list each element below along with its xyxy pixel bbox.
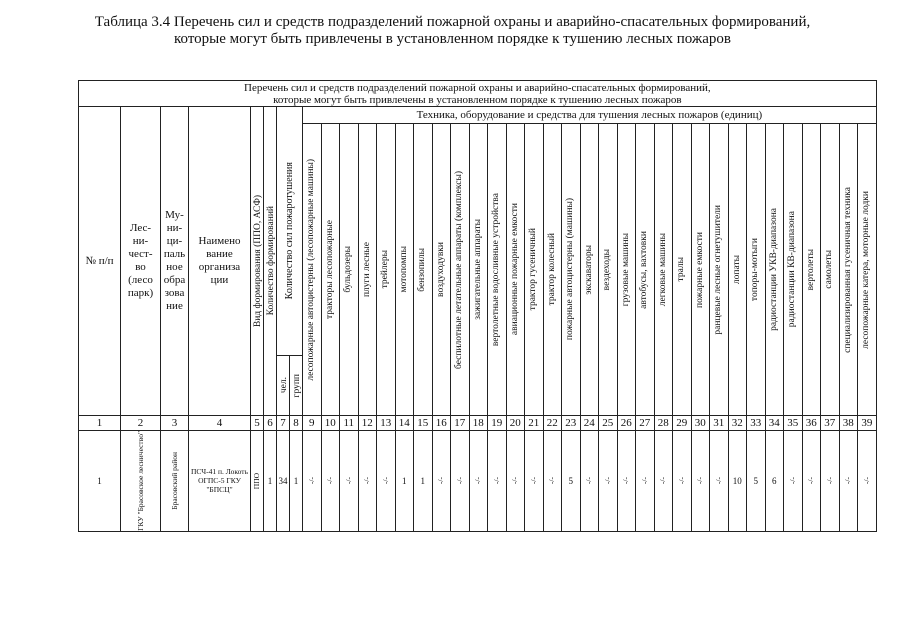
column-number: 8 xyxy=(290,416,303,431)
cell-equipment-22-value: -/- xyxy=(547,477,557,485)
header-equipment-32 xyxy=(728,124,747,416)
cell-equipment-33 xyxy=(747,431,766,532)
cell-municipal-value: Брасовский район xyxy=(169,452,179,510)
cell-equipment-18 xyxy=(469,431,488,532)
cell-equipment-34-value: 6 xyxy=(772,475,777,486)
header-equipment-33 xyxy=(747,124,766,416)
cell-equipment-32 xyxy=(728,431,747,532)
header-equipment-18 xyxy=(469,124,488,416)
table-title-line-2: которые могут быть привлечены в установленном порядке к тушению лесных пожаров xyxy=(273,93,682,106)
column-number: 22 xyxy=(543,416,562,431)
cell-np-value: 1 xyxy=(97,475,102,486)
cell-equipment-26-value: -/- xyxy=(621,477,631,485)
column-number: 1 xyxy=(79,416,121,431)
column-number: 35 xyxy=(784,416,803,431)
cell-equipment-14-value: 1 xyxy=(402,475,407,486)
header-equipment-36 xyxy=(802,124,821,416)
header-equipment-20 xyxy=(506,124,525,416)
cell-equipment-31-value: -/- xyxy=(713,477,723,485)
cell-equipment-12-value: -/- xyxy=(362,477,372,485)
header-equipment-text: вездеходы xyxy=(602,248,613,291)
cell-equipment-12 xyxy=(358,431,377,532)
header-org xyxy=(189,107,251,416)
cell-equipment-36 xyxy=(802,431,821,532)
cell-equipment-31 xyxy=(710,431,729,532)
cell-equipment-37-value: -/- xyxy=(824,477,834,485)
column-number: 16 xyxy=(432,416,451,431)
header-equipment-23 xyxy=(562,124,581,416)
cell-count-value: 1 xyxy=(267,475,273,486)
header-equipment-22 xyxy=(543,124,562,416)
cell-equipment-24 xyxy=(580,431,599,532)
header-equipment-24 xyxy=(580,124,599,416)
cell-equipment-29 xyxy=(673,431,692,532)
column-number: 9 xyxy=(303,416,322,431)
header-equipment-25 xyxy=(599,124,618,416)
cell-equipment-22 xyxy=(543,431,562,532)
cell-equipment-32-value: 10 xyxy=(732,475,742,486)
cell-equipment-16 xyxy=(432,431,451,532)
header-equipment-text: топоры-мотыги xyxy=(750,237,761,302)
column-number: 14 xyxy=(395,416,414,431)
header-equipment-35 xyxy=(784,124,803,416)
header-people-text: чел. xyxy=(279,377,289,394)
header-forestry xyxy=(121,107,161,416)
column-number: 17 xyxy=(451,416,470,431)
cell-equipment-20-value: -/- xyxy=(510,477,520,485)
column-number: 10 xyxy=(321,416,340,431)
column-number: 27 xyxy=(636,416,655,431)
column-number: 15 xyxy=(414,416,433,431)
header-equipment-11 xyxy=(340,124,359,416)
header-equipment-text: лесопожарные автоцистерны (лесопожарные машины) xyxy=(306,158,317,381)
column-number: 36 xyxy=(802,416,821,431)
cell-org-value: ПСЧ-41 п. Локоть ОГПС-5 ГКУ "БПСЦ" xyxy=(190,467,248,495)
header-groups-text: групп xyxy=(292,373,302,398)
header-equipment-30 xyxy=(691,124,710,416)
cell-equipment-26 xyxy=(617,431,636,532)
cell-equipment-21-value: -/- xyxy=(528,477,538,485)
forces-table xyxy=(78,80,877,532)
header-equipment-text: ранцевые лесные огнетушители xyxy=(713,204,724,335)
header-forestry-text: Лес-ни-чест-во (лесо парк) xyxy=(127,222,154,299)
header-municipal-text: Му-ни-ци-паль ное обра зова ние xyxy=(163,209,186,312)
header-equipment-15 xyxy=(414,124,433,416)
cell-equipment-13 xyxy=(377,431,396,532)
header-equipment-17 xyxy=(451,124,470,416)
header-equipment-21 xyxy=(525,124,544,416)
column-number: 18 xyxy=(469,416,488,431)
header-kind-text: Вид формирования (ППО, АСФ) xyxy=(253,194,263,328)
cell-equipment-16-value: -/- xyxy=(436,477,446,485)
cell-equipment-19-value: -/- xyxy=(491,477,501,485)
header-equipment-text: бульдозеры xyxy=(343,246,354,293)
cell-equipment-33-value: 5 xyxy=(753,475,758,486)
cell-equipment-35-value: -/- xyxy=(787,477,797,485)
cell-forestry xyxy=(121,431,161,532)
cell-np xyxy=(79,431,121,532)
cell-count xyxy=(264,431,277,532)
cell-equipment-10 xyxy=(321,431,340,532)
header-equipment-text: беспилотные летательные аппараты (комплексы) xyxy=(454,170,465,369)
header-municipal xyxy=(161,107,189,416)
cell-kind-value: ППО xyxy=(252,472,261,490)
header-equipment-text: трактор гусеничный xyxy=(528,228,539,311)
cell-equipment-28-value: -/- xyxy=(658,477,668,485)
header-org-text: Наимено вание организа ции xyxy=(198,235,241,286)
column-number: 5 xyxy=(251,416,264,431)
header-kind xyxy=(251,107,264,416)
header-count xyxy=(264,107,277,416)
header-equipment-text: плуги лесные xyxy=(361,241,372,298)
header-equipment-text: трактор колесный xyxy=(546,233,557,306)
column-number: 28 xyxy=(654,416,673,431)
column-number: 4 xyxy=(189,416,251,431)
caption-line-2: которые могут быть привлечены в установленном порядке к тушению лесных пожаров xyxy=(174,31,731,47)
header-equipment-text: мотопомпы xyxy=(398,246,409,293)
header-equipment-37 xyxy=(821,124,840,416)
column-number: 38 xyxy=(839,416,858,431)
cell-kind xyxy=(251,431,264,532)
cell-equipment-15-value: 1 xyxy=(420,475,425,486)
cell-people-value: 34 xyxy=(278,475,288,486)
header-people xyxy=(277,356,290,416)
header-equipment-31 xyxy=(710,124,729,416)
column-number: 34 xyxy=(765,416,784,431)
cell-equipment-17-value: -/- xyxy=(454,477,464,485)
header-equipment-text: лесопожарные катера, моторные лодки xyxy=(861,190,872,349)
header-equipment-text: воздуходувки xyxy=(435,242,446,297)
header-equipment-29 xyxy=(673,124,692,416)
column-number: 24 xyxy=(580,416,599,431)
column-number: 3 xyxy=(161,416,189,431)
cell-equipment-25 xyxy=(599,431,618,532)
cell-equipment-23 xyxy=(562,431,581,532)
cell-people xyxy=(277,431,290,532)
cell-equipment-14 xyxy=(395,431,414,532)
cell-groups xyxy=(290,431,303,532)
header-count-text: Количество формирований xyxy=(266,206,276,316)
cell-equipment-30-value: -/- xyxy=(695,477,705,485)
header-equipment-16 xyxy=(432,124,451,416)
cell-equipment-39-value: -/- xyxy=(861,477,871,485)
header-equipment-12 xyxy=(358,124,377,416)
cell-equipment-27-value: -/- xyxy=(639,477,649,485)
cell-equipment-39 xyxy=(858,431,877,532)
column-number: 12 xyxy=(358,416,377,431)
cell-equipment-36-value: -/- xyxy=(806,477,816,485)
column-number: 37 xyxy=(821,416,840,431)
column-number: 25 xyxy=(599,416,618,431)
column-number: 31 xyxy=(710,416,729,431)
header-equipment-text: лопаты xyxy=(731,254,742,285)
header-equipment-text: вертолетные водосливные устройства xyxy=(491,192,502,347)
header-equipment-9 xyxy=(303,124,322,416)
cell-equipment-11 xyxy=(340,431,359,532)
cell-equipment-13-value: -/- xyxy=(380,477,390,485)
header-equipment-34 xyxy=(765,124,784,416)
header-equipment-10 xyxy=(321,124,340,416)
header-equipment-text: трейлеры xyxy=(380,250,391,289)
header-equipment-text: радиостанции КВ-диапазона xyxy=(787,211,798,328)
header-equipment-text: авиационные пожарные емкости xyxy=(509,203,520,336)
column-number: 6 xyxy=(264,416,277,431)
cell-equipment-35 xyxy=(784,431,803,532)
cell-equipment-9 xyxy=(303,431,322,532)
table-caption xyxy=(0,14,905,48)
header-equipment-text: тралы xyxy=(676,257,687,282)
cell-equipment-23-value: 5 xyxy=(568,475,573,486)
cell-groups-value: 1 xyxy=(293,475,299,486)
column-number: 11 xyxy=(340,416,359,431)
header-equipment-text: пожарные автоцистерны (машины) xyxy=(565,198,576,341)
cell-org xyxy=(189,431,251,532)
header-equipment-text: бензопилы xyxy=(417,247,428,292)
header-equipment-38 xyxy=(839,124,858,416)
header-firefight xyxy=(277,107,303,356)
header-equipment-text: специализированная гусеничная техника xyxy=(842,186,853,353)
cell-equipment-19 xyxy=(488,431,507,532)
header-equipment-text: пожарные емкости xyxy=(694,231,705,308)
cell-equipment-17 xyxy=(451,431,470,532)
header-equipment-text: экскаваторы xyxy=(583,244,594,295)
header-equipment-13 xyxy=(377,124,396,416)
header-equipment-39 xyxy=(858,124,877,416)
header-equipment-26 xyxy=(617,124,636,416)
header-equipment-text: грузовые машины xyxy=(620,232,631,307)
cell-equipment-20 xyxy=(506,431,525,532)
header-equipment-28 xyxy=(654,124,673,416)
cell-equipment-21 xyxy=(525,431,544,532)
table-title-line-1: Перечень сил и средств подразделений пожарной охраны и аварийно-спасательных формирований, xyxy=(244,81,711,94)
header-equipment-text: радиостанции УКВ-диапазона xyxy=(768,208,779,331)
cell-equipment-38 xyxy=(839,431,858,532)
cell-equipment-10-value: -/- xyxy=(325,477,335,485)
cell-equipment-30 xyxy=(691,431,710,532)
header-equipment-text: тракторы лесопожарные xyxy=(324,220,335,319)
column-number: 7 xyxy=(277,416,290,431)
header-equipment-text: зажигательные аппараты xyxy=(472,219,483,320)
cell-equipment-24-value: -/- xyxy=(584,477,594,485)
column-number: 39 xyxy=(858,416,877,431)
cell-equipment-11-value: -/- xyxy=(343,477,353,485)
header-equipment-19 xyxy=(488,124,507,416)
cell-municipal xyxy=(161,431,189,532)
header-equipment-27 xyxy=(636,124,655,416)
column-number: 13 xyxy=(377,416,396,431)
header-groups xyxy=(290,356,303,416)
cell-equipment-28 xyxy=(654,431,673,532)
cell-equipment-9-value: -/- xyxy=(306,477,316,485)
header-np: № п/п xyxy=(79,107,121,416)
header-equipment-text: самолеты xyxy=(824,250,835,289)
table-title xyxy=(79,81,877,107)
caption-line-1: Таблица 3.4 Перечень сил и средств подразделений пожарной охраны и аварийно-спасательных формирований, xyxy=(94,14,811,30)
header-equipment-text: легковые машины xyxy=(657,232,668,307)
cell-equipment-15 xyxy=(414,431,433,532)
cell-equipment-34 xyxy=(765,431,784,532)
column-number: 2 xyxy=(121,416,161,431)
column-number: 19 xyxy=(488,416,507,431)
cell-equipment-27 xyxy=(636,431,655,532)
header-firefight-text: Количество сил пожаротушения xyxy=(284,162,295,300)
cell-equipment-29-value: -/- xyxy=(676,477,686,485)
cell-equipment-37 xyxy=(821,431,840,532)
column-number: 21 xyxy=(525,416,544,431)
header-equipment-14 xyxy=(395,124,414,416)
header-equipment-text: автобусы, вахтовки xyxy=(639,230,650,309)
column-number: 33 xyxy=(747,416,766,431)
cell-equipment-38-value: -/- xyxy=(843,477,853,485)
column-number: 29 xyxy=(673,416,692,431)
column-number: 26 xyxy=(617,416,636,431)
cell-equipment-25-value: -/- xyxy=(602,477,612,485)
cell-forestry-value: ГКУ "Брасовское лесничество" xyxy=(135,431,145,531)
column-number: 20 xyxy=(506,416,525,431)
column-number: 23 xyxy=(562,416,581,431)
column-number: 32 xyxy=(728,416,747,431)
header-equipment-text: вертолеты xyxy=(805,248,816,291)
column-number: 30 xyxy=(691,416,710,431)
header-tech: Техника, оборудование и средства для тушения лесных пожаров (единиц) xyxy=(303,107,877,124)
cell-equipment-18-value: -/- xyxy=(473,477,483,485)
